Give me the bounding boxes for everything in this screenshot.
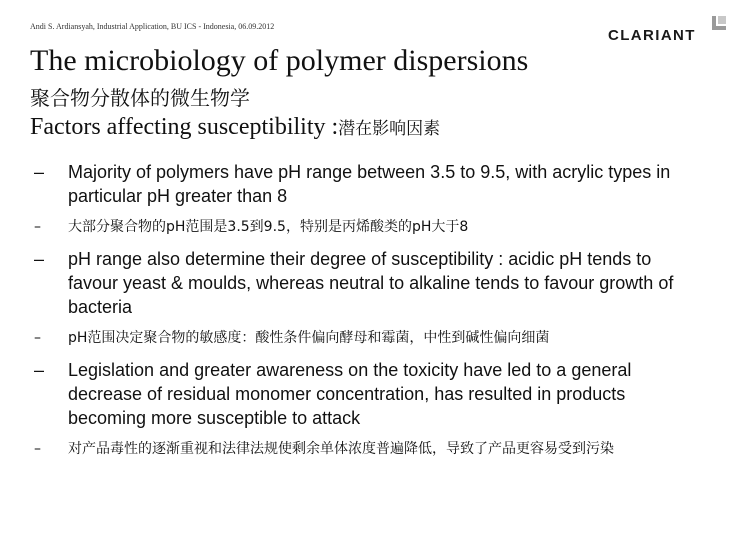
bullet-item — [30, 358, 680, 430]
bullet-dash: – — [34, 249, 45, 269]
slide-subtitle — [30, 114, 440, 141]
header-note: Andi S. Ardiansyah, Industrial Application, BU ICS - Indonesia, 06.09.2012 — [30, 22, 275, 31]
bullet-item — [30, 160, 680, 208]
bullet-text: 对产品毒性的逐渐重视和法律法规使剩余单体浓度普遍降低，导致了产品更容易受到污染 — [68, 441, 614, 457]
bullet-text: 大部分聚合物的pH范围是3.5到9.5，特别是丙烯酸类的pH大于8 — [68, 219, 469, 235]
bullet-list — [30, 160, 680, 469]
slide-title: The microbiology of polymer dispersions — [30, 44, 529, 77]
bullet-item — [30, 217, 680, 237]
bullet-dash: – — [34, 162, 45, 182]
clariant-logo — [608, 14, 726, 46]
bullet-text: pH range also determine their degree of susceptibility : acidic pH tends to favour yeast & moulds, whereas neutral to alkaline tends to favour growth of bacteria — [68, 249, 674, 317]
bullet-dash: – — [34, 441, 41, 457]
subtitle-en: Factors affecting susceptibility : — [30, 114, 339, 140]
bullet-dash: – — [34, 360, 45, 380]
bullet-item — [30, 247, 680, 319]
bullet-text: Majority of polymers have pH range between 3.5 to 9.5, with acrylic types in particular pH greater than 8 — [68, 162, 671, 206]
subtitle-cn: 潜在影响因素 — [338, 119, 441, 139]
slide-title-cn: 聚合物分散体的微生物学 — [30, 86, 250, 110]
logo-text: CLARIANT — [608, 27, 696, 44]
clariant-mark-icon — [712, 16, 726, 30]
bullet-item — [30, 439, 680, 459]
bullet-text: Legislation and greater awareness on the toxicity have led to a general decrease of residual monomer concentration, has resulted in products becoming more susceptible to attack — [68, 360, 632, 428]
bullet-text: pH范围决定聚合物的敏感度：酸性条件偏向酵母和霉菌，中性到碱性偏向细菌 — [68, 330, 550, 346]
bullet-dash: – — [34, 219, 41, 235]
bullet-item — [30, 328, 680, 348]
bullet-dash: – — [34, 330, 41, 346]
